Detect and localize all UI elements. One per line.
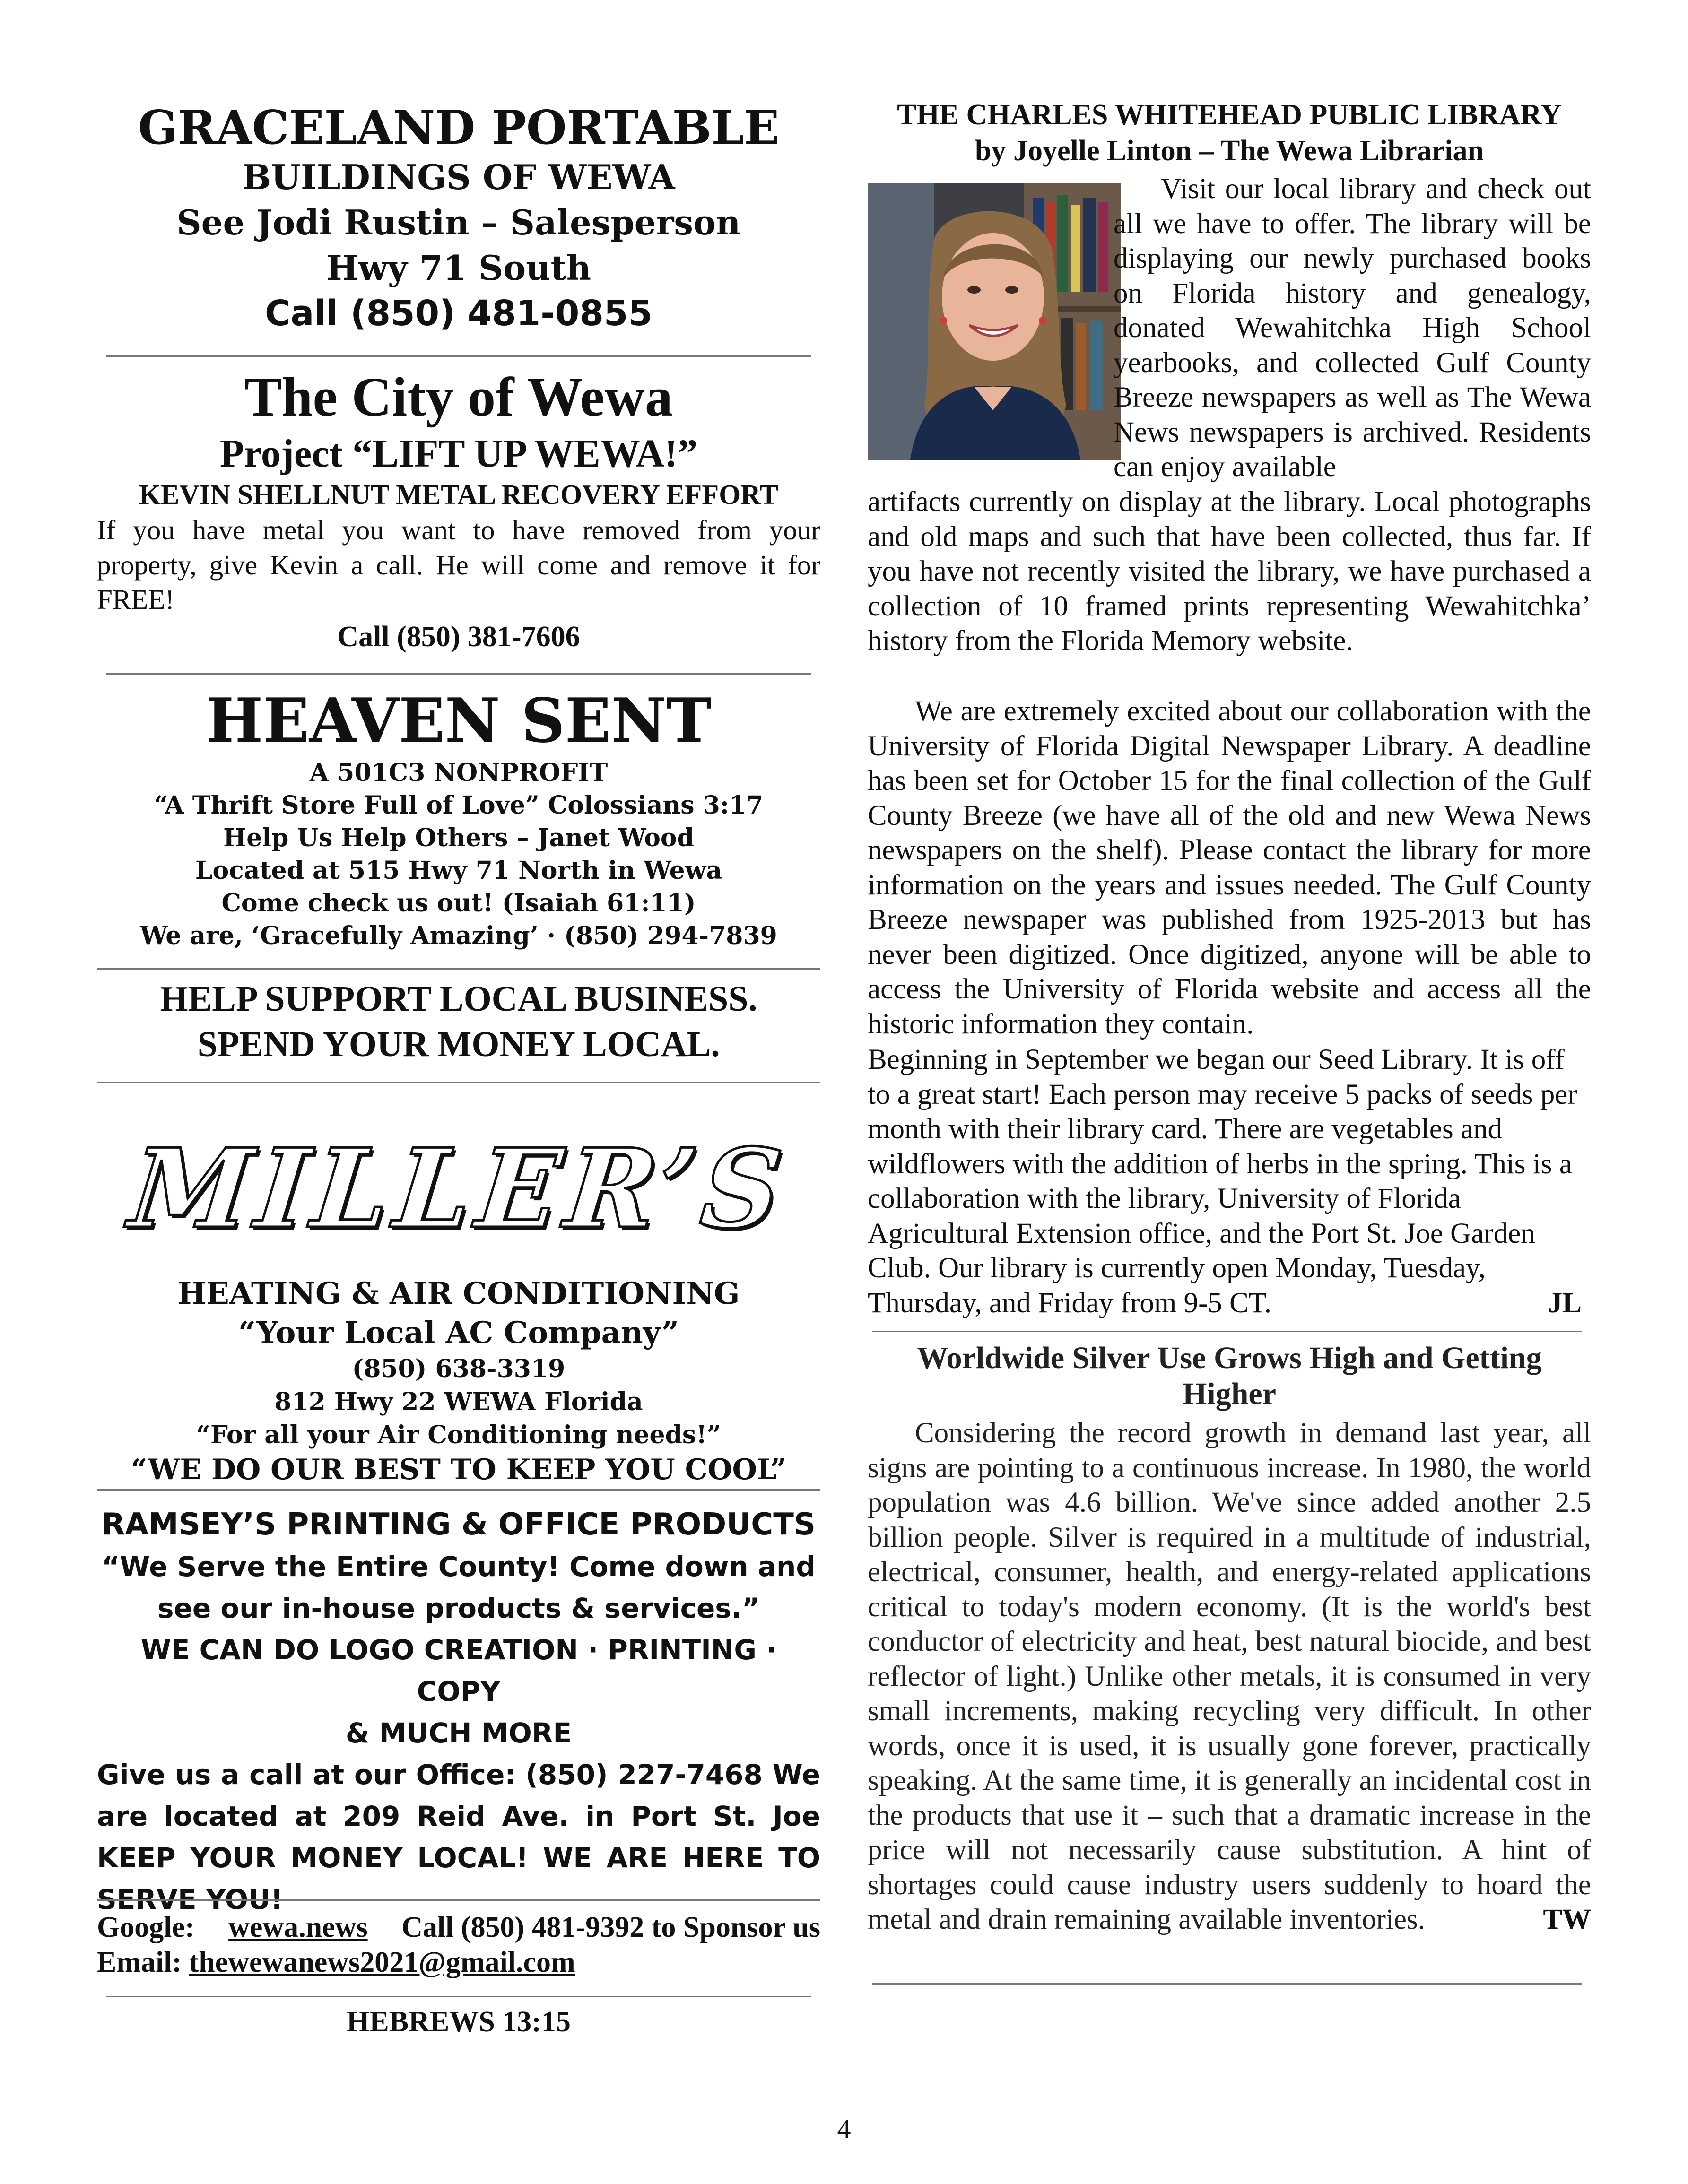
millers-phone: (850) 638-3319 <box>352 1354 566 1383</box>
millers-line1: HEATING & AIR CONDITIONING <box>177 1276 740 1311</box>
email-link[interactable]: thewewanews2021@gmail.com <box>189 1946 575 1978</box>
library-paragraph-1: artifacts currently on display at the library. Local photographs and old maps and such that have been collected, thus far. If you have not recently visited the library, we have purchased a collection of 10 framed prints representing Wewahitchka’ history from the Florida Memory website. <box>868 486 1591 657</box>
website-link[interactable]: wewa.news <box>228 1911 368 1943</box>
graceland-ad <box>97 102 820 336</box>
ramsey-title: RAMSEY’S PRINTING & OFFICE PRODUCTS <box>102 1507 816 1542</box>
millers-line5: “For all your Air Conditioning needs!” <box>196 1421 721 1449</box>
divider <box>97 1489 820 1491</box>
millers-address: 812 Hwy 22 WEWA Florida <box>274 1387 643 1416</box>
divider <box>106 673 811 675</box>
library-intro-text: Visit our local library and check out all we have to offer. The library will be displaying our newly purchased books on Florida history and genealogy, donated Wewahitchka High School yearbooks, and collected Gulf County Breeze newspapers as well as The Wewa News newspapers is archived. Residents can enjoy available <box>1114 173 1591 483</box>
city-section <box>97 364 820 511</box>
heaven-line1: A 501C3 NONPROFIT <box>309 758 608 787</box>
ramsey-body: Give us a call at our Office: (850) 227-7468 We are located at 209 Reid Ave. in Port St. Joe KEEP YOUR MONEY LOCAL! WE ARE HERE TO SERVE YOU! <box>97 1759 820 1915</box>
heaven-sent-ad <box>97 685 820 952</box>
heaven-line2: “A Thrift Store Full of Love” Colossians 3:17 <box>154 791 764 820</box>
ramsey-line3: WE CAN DO LOGO CREATION · PRINTING · COPY <box>140 1634 777 1707</box>
divider <box>106 1996 811 1997</box>
bible-verse: HEBREWS 13:15 <box>347 2006 571 2038</box>
library-paragraph-3: Beginning in September we began our Seed Library. It is off to a great start! Each person may receive 5 packs of seeds per month with their library card. There are vegetables and wildflowers with the addition of herbs in the spring. This is a collaboration with the library, University of Florida Agricultural Extension office, and the Port St. Joe Garden Club. Our library is currently open Monday, Tuesday, Thursday, and Friday from 9-5 CT. <box>868 1044 1577 1319</box>
silver-article <box>868 1416 1591 1937</box>
silver-signoff: TW <box>1543 1904 1591 1935</box>
library-paragraph-2: We are extremely excited about our collaboration with the University of Florida Digital Newspaper Library. A deadline has been set for October 15 for the final collection of the Gulf County Breeze (we have all of the old and new Wewa News newspapers on the shelf). Please contact the library for more information on the years and issues needed. The Gulf County Breeze newspaper was published from 1925-2013 but has never been digitized. Once digitized, anyone will be able to access the University of Florida website and access all the historic information they contain. <box>868 695 1591 1040</box>
heaven-title: HEAVEN SENT <box>206 685 712 756</box>
graceland-line2: See Jodi Rustin – Salesperson <box>176 202 741 243</box>
heaven-line6: We are, ‘Gracefully Amazing’ · (850) 294-7839 <box>140 921 777 950</box>
divider <box>872 1331 1582 1332</box>
ramsey-line2: see our in-house products & services.” <box>157 1592 760 1624</box>
support-local-banner <box>97 976 820 1067</box>
ramsey-line4: & MUCH MORE <box>345 1717 572 1749</box>
city-title: The City of Wewa <box>244 366 673 428</box>
city-subtitle: Project “LIFT UP WEWA!” <box>219 432 698 476</box>
millers-line6: “WE DO OUR BEST TO KEEP YOU COOL” <box>131 1453 787 1486</box>
divider <box>97 1899 820 1901</box>
silver-title: Worldwide Silver Use Grows High and Getting Higher <box>917 1341 1542 1411</box>
ramsey-ad <box>97 1503 820 1920</box>
divider <box>97 968 820 970</box>
sponsor-text: Call (850) 481-9392 to Sponsor us <box>401 1911 820 1943</box>
support-line1: HELP SUPPORT LOCAL BUSINESS. <box>160 979 757 1019</box>
contact-info <box>97 1910 820 1980</box>
silver-body: Considering the record growth in demand last year, all signs are pointing to a continuous increase. In 1980, the world population was 4.6 billion. We've since added another 2.5 billion people. Silver is required in a multitude of industrial, electrical, consumer, health, and energy-related applications critical to today's modern economy. (It is the world's best conductor of electricity and heat, best natural biocide, and best reflector of light.) Unlike other metals, it is consumed in very small increments, making recycling very difficult. In other words, once it is used, it is usually gone forever, practically speaking. At the same time, it is generally an incidental cost in the products that use it – such that a dramatic increase in the price will not necessarily cause substitution. A hint of shortages could cause industry users suddenly to hoard the metal and drain remaining available inventories. <box>868 1417 1591 1935</box>
city-phone: Call (850) 381-7606 <box>337 621 580 653</box>
millers-logo: MILLER’S <box>124 1125 793 1253</box>
heaven-line4: Located at 515 Hwy 71 North in Wewa <box>195 856 722 885</box>
library-title: THE CHARLES WHITEHEAD PUBLIC LIBRARY <box>897 99 1562 131</box>
divider <box>872 1983 1582 1985</box>
city-body: If you have metal you want to have removed from your property, give Kevin a call. He will come and remove it for FREE! <box>97 514 820 615</box>
millers-line2: “Your Local AC Company” <box>238 1315 679 1351</box>
graceland-phone: Call (850) 481-0855 <box>265 293 653 334</box>
email-line <box>97 1945 820 1980</box>
city-heading: KEVIN SHELLNUT METAL RECOVERY EFFORT <box>139 479 778 510</box>
library-byline: by Joyelle Linton – The Wewa Librarian <box>975 135 1484 167</box>
divider <box>106 355 811 357</box>
librarian-photo <box>868 183 1121 460</box>
heaven-line5: Come check us out! (Isaiah 61:11) <box>221 889 696 918</box>
heaven-line3: Help Us Help Others – Janet Wood <box>223 823 694 852</box>
library-signoff: JL <box>1548 1287 1582 1319</box>
google-line <box>97 1910 820 1945</box>
page-number: 4 <box>837 2114 851 2144</box>
graceland-line1: BUILDINGS OF WEWA <box>242 157 675 197</box>
ramsey-line1: “We Serve the Entire County! Come down and <box>102 1551 816 1583</box>
graceland-title: GRACELAND PORTABLE <box>138 101 780 155</box>
library-header <box>868 97 1591 169</box>
millers-ad <box>97 1125 820 1488</box>
support-line2: SPEND YOUR MONEY LOCAL. <box>197 1024 720 1064</box>
graceland-line3: Hwy 71 South <box>326 248 592 288</box>
google-label: Google: <box>97 1911 195 1943</box>
divider <box>97 1082 820 1083</box>
library-paragraph-3-wrap <box>868 1042 1591 1320</box>
email-label: Email: <box>97 1946 182 1978</box>
